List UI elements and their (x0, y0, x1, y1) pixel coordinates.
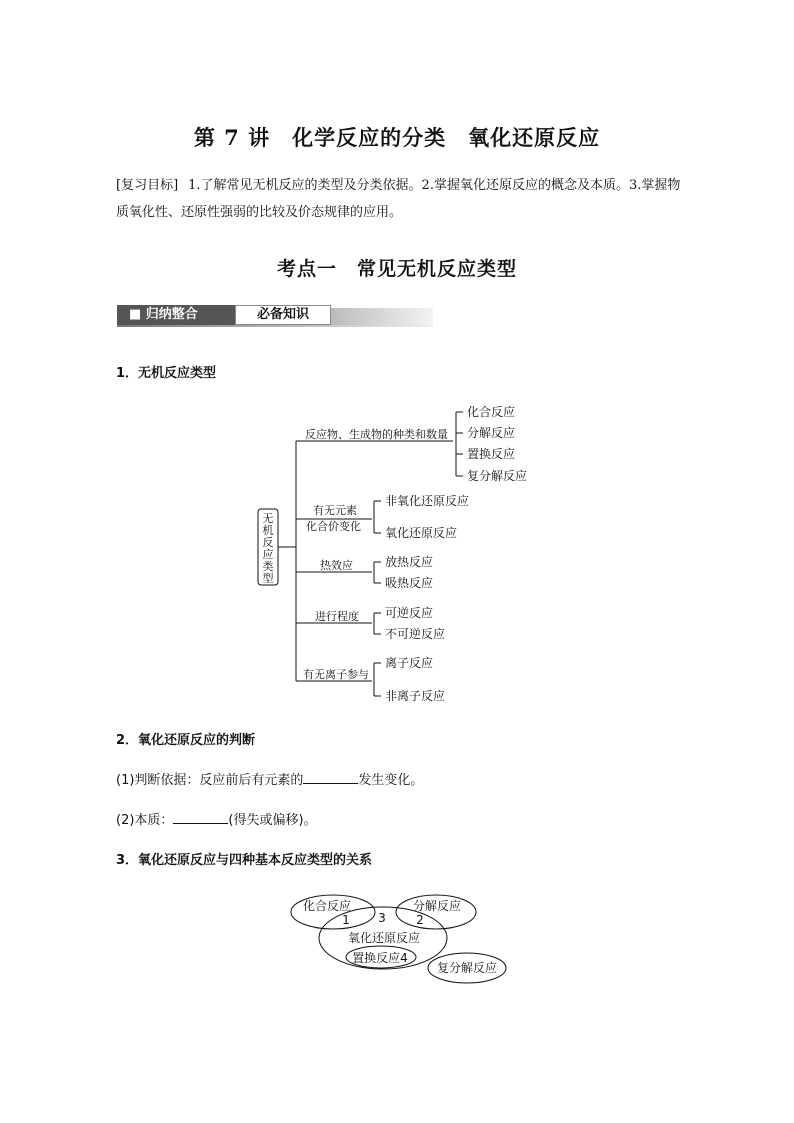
heading-3: 3．氧化还原反应与四种基本反应类型的关系 (116, 853, 373, 868)
leaf-label: 化合反应 (467, 405, 516, 419)
section-banner (117, 305, 433, 327)
heading-2: 2．氧化还原反应的判断 (116, 733, 256, 748)
leaf-label: 非离子反应 (385, 689, 446, 703)
tree-root-char: 类 (262, 560, 274, 573)
venn-region-1: 1 (342, 913, 350, 927)
fill-blank (303, 771, 358, 784)
banner-left-label: ■ 归纳整合 (117, 305, 235, 325)
leaf-label: 离子反应 (385, 656, 434, 670)
leaf-label: 复分解反应 (467, 469, 528, 483)
venn-diagram (0, 885, 794, 990)
branch-label: 有无离子参与 (303, 668, 369, 681)
paragraph-essence (116, 809, 317, 828)
essence-text: (2)本质： (116, 813, 174, 828)
venn-replacement-label: 置换反应4 (352, 951, 408, 965)
banner-fade (331, 308, 433, 325)
branch-label: 热效应 (320, 559, 353, 572)
venn-decomposition-label: 分解反应 (412, 899, 462, 913)
branch-label: 有无元素 (313, 504, 357, 517)
venn-region-3: 3 (378, 911, 386, 925)
criteria-text-end: 发生变化。 (358, 773, 424, 788)
leaf-label: 放热反应 (385, 555, 434, 569)
leaf-label: 置换反应 (467, 447, 516, 461)
tree-root-char: 无 (262, 512, 274, 525)
leaf-label: 吸热反应 (385, 576, 434, 590)
leaf-label: 分解反应 (467, 426, 516, 440)
tree-root-char: 机 (262, 524, 274, 537)
goals-text: 1.了解常见无机反应的类型及分类依据。2.掌握氧化还原反应的概念及本质。3.掌握物质氧化性、还原性强弱的比较及价态规律的应用。 (116, 178, 681, 220)
heading-1: 1．无机反应类型 (116, 366, 217, 381)
essence-text-end: (得失或偏移)。 (228, 813, 317, 828)
tree-root-char: 反 (262, 536, 274, 549)
tree-root-char: 型 (262, 572, 274, 585)
goals-tag: [复习目标] (116, 178, 179, 193)
tree-root-char: 应 (262, 548, 274, 561)
leaf-label: 不可逆反应 (385, 627, 446, 641)
branch-label: 反应物、生成物的种类和数量 (305, 428, 448, 441)
leaf-label: 氧化还原反应 (385, 526, 458, 540)
paragraph-criteria (116, 769, 423, 788)
banner-right-label: 必备知识 (235, 305, 331, 325)
criteria-text: (1)判断依据：反应前后有元素的 (116, 773, 304, 788)
fill-blank (173, 811, 228, 824)
review-goals (116, 172, 682, 226)
page-title: 第 7 讲 化学反应的分类 氧化还原反应 (193, 125, 601, 150)
branch-label: 化合价变化 (306, 520, 361, 533)
venn-combination-label: 化合反应 (302, 899, 352, 913)
venn-double-label: 复分解反应 (436, 961, 498, 975)
branch-label: 进行程度 (315, 610, 359, 623)
venn-redox-label: 氧化还原反应 (347, 931, 421, 945)
leaf-label: 可逆反应 (385, 606, 434, 620)
leaf-label: 非氧化还原反应 (385, 494, 470, 508)
section-title: 考点一 常见无机反应类型 (276, 258, 517, 280)
banner-underline (117, 325, 433, 327)
reaction-type-tree (0, 390, 794, 715)
venn-region-2: 2 (416, 913, 424, 927)
